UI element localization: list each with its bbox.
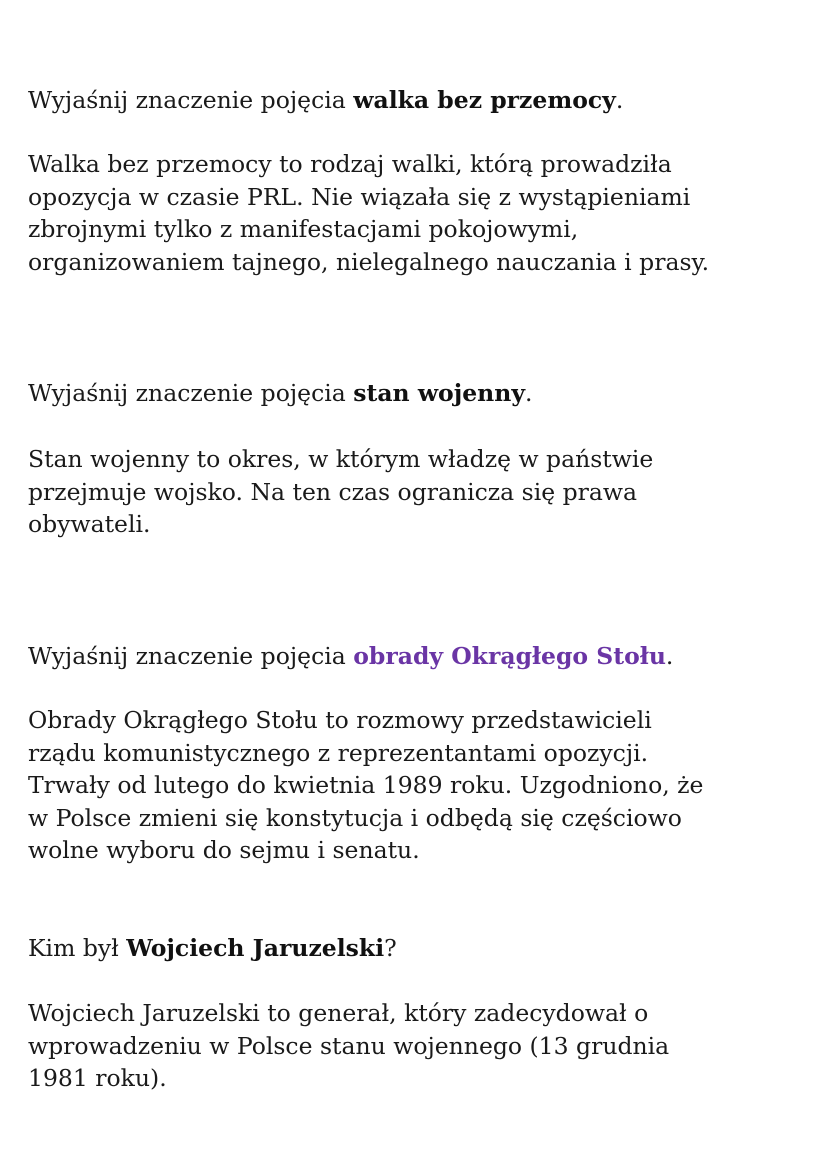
answer-line: opozycja w czasie PRL. Nie wiązała się z wystąpieniami	[28, 182, 691, 211]
question-prefix: Kim był	[28, 934, 127, 962]
answer-line: Stan wojenny to okres, w którym władzę w państwie	[28, 445, 654, 473]
answer-stan-wojenny	[28, 443, 653, 541]
question-wojciech-jaruzelski	[28, 932, 397, 964]
answer-line: Obrady Okrągłego Stołu to rozmowy przedstawicieli	[28, 706, 652, 734]
question-suffix: ?	[384, 934, 397, 962]
answer-line: Trwały od lutego do kwietnia 1989 roku. Uzgodniono, że	[28, 771, 704, 799]
answer-line: rządu komunistycznego z reprezentantami opozycji.	[28, 738, 649, 767]
term-stan-wojenny: stan wojenny	[353, 379, 525, 407]
question-prefix: Wyjaśnij znaczenie pojęcia	[28, 86, 354, 114]
answer-line: wolne wyboru do sejmu i senatu.	[28, 836, 420, 864]
term-walka-bez-przemocy: walka bez przemocy	[353, 86, 616, 114]
answer-wojciech-jaruzelski	[28, 997, 669, 1095]
question-prefix: Wyjaśnij znaczenie pojęcia	[28, 642, 354, 670]
answer-line: przejmuje wojsko. Na ten czas ogranicza się prawa	[28, 477, 638, 506]
answer-line: wprowadzeniu w Polsce stanu wojennego (13 grudnia	[28, 1031, 670, 1060]
term-wojciech-jaruzelski: Wojciech Jaruzelski	[126, 934, 385, 962]
term-obrady-okraglego-stolu: obrady Okrągłego Stołu	[353, 642, 666, 670]
answer-line: 1981 roku).	[28, 1064, 167, 1092]
answer-line: organizowaniem tajnego, nielegalnego nauczania i prasy.	[28, 247, 710, 276]
question-prefix: Wyjaśnij znaczenie pojęcia	[28, 379, 354, 407]
question-suffix: .	[615, 86, 624, 114]
question-suffix: .	[525, 379, 533, 407]
question-suffix: .	[665, 642, 674, 670]
question-walka-bez-przemocy	[28, 84, 623, 116]
answer-line: zbrojnymi tylko z manifestacjami pokojowymi,	[28, 215, 579, 243]
answer-line: w Polsce zmieni się konstytucja i odbędą się częściowo	[28, 803, 682, 832]
answer-line: obywateli.	[28, 510, 151, 538]
answer-line: Wojciech Jaruzelski to generał, który zadecydował o	[28, 999, 649, 1027]
answer-line: Walka bez przemocy to rodzaj walki, którą prowadziła	[28, 150, 672, 178]
answer-obrady-okraglego-stolu	[28, 704, 703, 867]
question-obrady-okraglego-stolu	[28, 640, 673, 672]
answer-walka-bez-przemocy	[28, 148, 709, 278]
question-stan-wojenny	[28, 377, 532, 409]
